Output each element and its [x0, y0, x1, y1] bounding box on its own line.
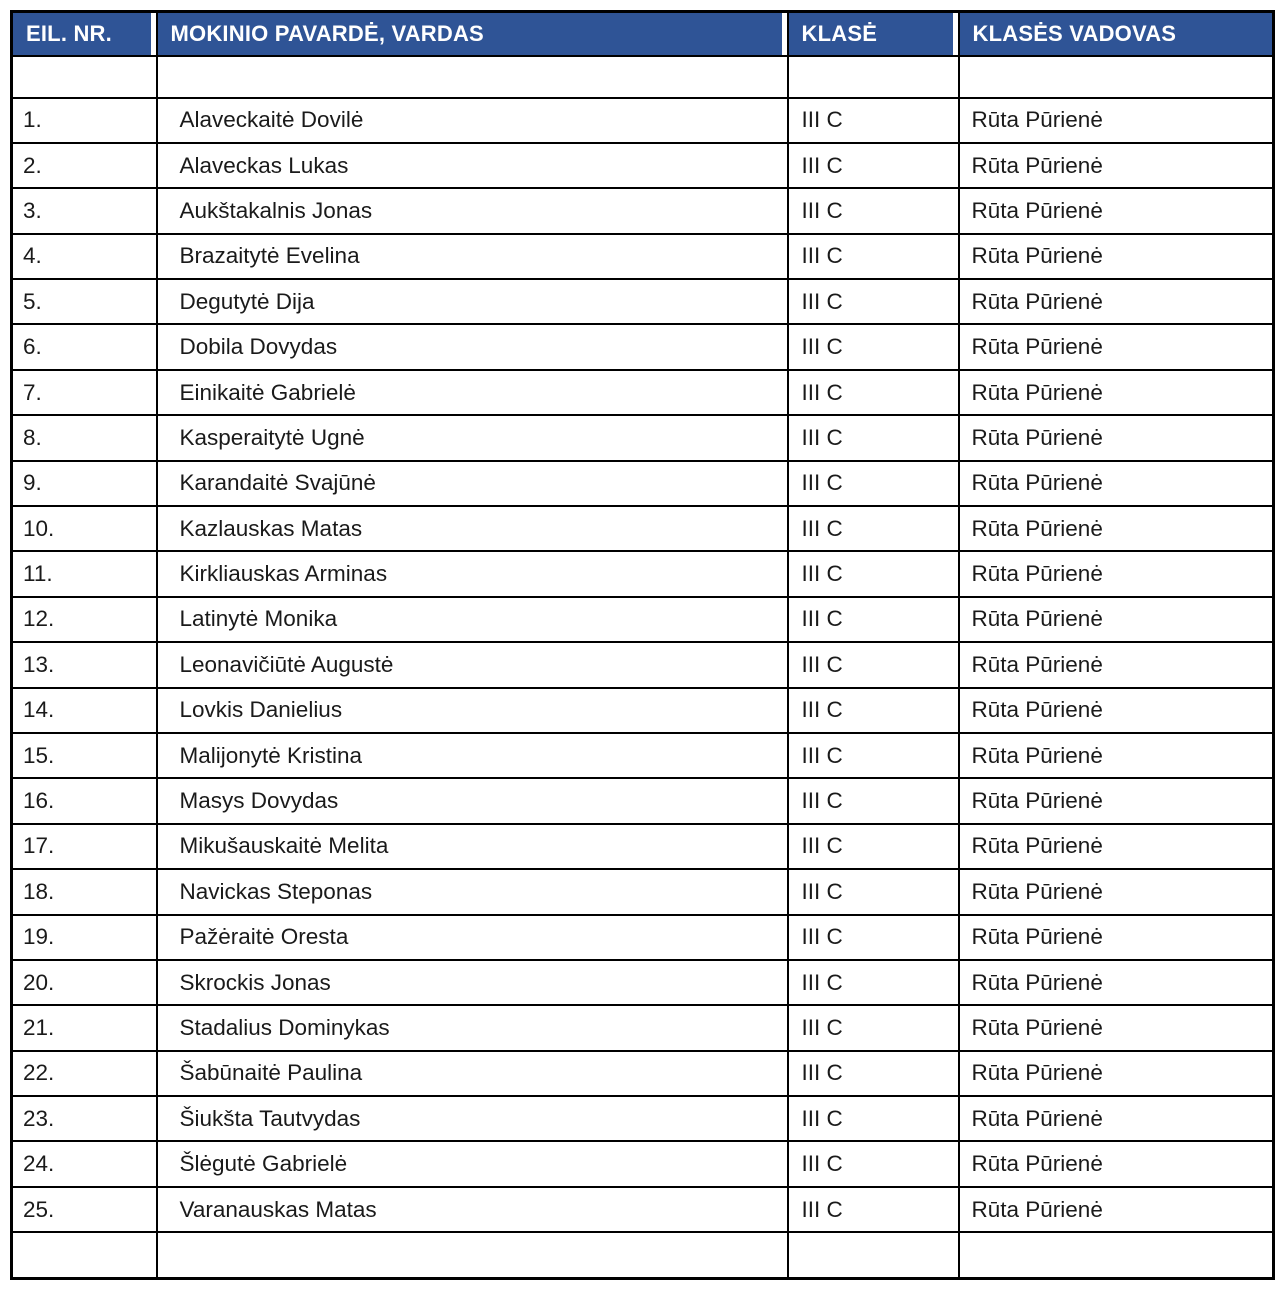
cell-klase: III C — [788, 1096, 959, 1141]
empty-cell — [157, 56, 788, 98]
cell-student-name: Masys Dovydas — [157, 778, 788, 823]
cell-klases-vadovas: Rūta Pūrienė — [959, 461, 1274, 506]
cell-eil-nr: 24. — [12, 1141, 157, 1186]
table-row — [12, 551, 1274, 596]
cell-student-name: Brazaitytė Evelina — [157, 234, 788, 279]
cell-eil-nr: 6. — [12, 324, 157, 369]
cell-klase: III C — [788, 370, 959, 415]
cell-student-name: Degutytė Dija — [157, 279, 788, 324]
table-row — [12, 597, 1274, 642]
cell-klase: III C — [788, 188, 959, 233]
table-row — [12, 506, 1274, 551]
column-header-klases-vadovas: KLASĖS VADOVAS — [959, 12, 1274, 56]
cell-klases-vadovas: Rūta Pūrienė — [959, 915, 1274, 960]
cell-student-name: Kasperaitytė Ugnė — [157, 415, 788, 460]
cell-klases-vadovas: Rūta Pūrienė — [959, 1141, 1274, 1186]
cell-eil-nr: 13. — [12, 642, 157, 687]
cell-eil-nr: 22. — [12, 1051, 157, 1096]
cell-klase: III C — [788, 234, 959, 279]
cell-student-name: Malijonytė Kristina — [157, 733, 788, 778]
empty-cell — [157, 1232, 788, 1278]
cell-student-name: Šabūnaitė Paulina — [157, 1051, 788, 1096]
cell-klases-vadovas: Rūta Pūrienė — [959, 1005, 1274, 1050]
cell-eil-nr: 21. — [12, 1005, 157, 1050]
cell-klases-vadovas: Rūta Pūrienė — [959, 1187, 1274, 1232]
cell-klase: III C — [788, 824, 959, 869]
cell-student-name: Einikaitė Gabrielė — [157, 370, 788, 415]
cell-student-name: Alaveckas Lukas — [157, 143, 788, 188]
cell-klases-vadovas: Rūta Pūrienė — [959, 824, 1274, 869]
cell-eil-nr: 3. — [12, 188, 157, 233]
cell-eil-nr: 9. — [12, 461, 157, 506]
column-header-klase: KLASĖ — [788, 12, 959, 56]
cell-klases-vadovas: Rūta Pūrienė — [959, 597, 1274, 642]
students-table — [10, 10, 1275, 1280]
cell-klases-vadovas: Rūta Pūrienė — [959, 1096, 1274, 1141]
cell-klases-vadovas: Rūta Pūrienė — [959, 234, 1274, 279]
table-row — [12, 415, 1274, 460]
cell-student-name: Karandaitė Svajūnė — [157, 461, 788, 506]
cell-klases-vadovas: Rūta Pūrienė — [959, 642, 1274, 687]
table-row — [12, 98, 1274, 143]
cell-student-name: Dobila Dovydas — [157, 324, 788, 369]
cell-klase: III C — [788, 1141, 959, 1186]
cell-klases-vadovas: Rūta Pūrienė — [959, 415, 1274, 460]
cell-eil-nr: 23. — [12, 1096, 157, 1141]
empty-cell — [12, 1232, 157, 1278]
cell-student-name: Pažėraitė Oresta — [157, 915, 788, 960]
table-row — [12, 324, 1274, 369]
empty-cell — [788, 56, 959, 98]
cell-eil-nr: 11. — [12, 551, 157, 596]
cell-klase: III C — [788, 98, 959, 143]
table-row — [12, 869, 1274, 914]
table-row — [12, 461, 1274, 506]
column-header-mokinio-pavarde-vardas: MOKINIO PAVARDĖ, VARDAS — [157, 12, 788, 56]
table-row — [12, 733, 1274, 778]
table-row — [12, 960, 1274, 1005]
cell-student-name: Mikušauskaitė Melita — [157, 824, 788, 869]
cell-klase: III C — [788, 551, 959, 596]
cell-klases-vadovas: Rūta Pūrienė — [959, 98, 1274, 143]
cell-klase: III C — [788, 461, 959, 506]
cell-eil-nr: 14. — [12, 688, 157, 733]
cell-klase: III C — [788, 733, 959, 778]
cell-eil-nr: 16. — [12, 778, 157, 823]
cell-klases-vadovas: Rūta Pūrienė — [959, 688, 1274, 733]
table-row — [12, 234, 1274, 279]
cell-student-name: Varanauskas Matas — [157, 1187, 788, 1232]
cell-klases-vadovas: Rūta Pūrienė — [959, 869, 1274, 914]
cell-student-name: Aukštakalnis Jonas — [157, 188, 788, 233]
cell-klase: III C — [788, 642, 959, 687]
table-row — [12, 824, 1274, 869]
cell-klases-vadovas: Rūta Pūrienė — [959, 506, 1274, 551]
cell-eil-nr: 2. — [12, 143, 157, 188]
cell-student-name: Skrockis Jonas — [157, 960, 788, 1005]
table-row — [12, 1005, 1274, 1050]
cell-klases-vadovas: Rūta Pūrienė — [959, 551, 1274, 596]
cell-klase: III C — [788, 960, 959, 1005]
cell-klase: III C — [788, 778, 959, 823]
cell-eil-nr: 20. — [12, 960, 157, 1005]
table-row — [12, 279, 1274, 324]
cell-eil-nr: 10. — [12, 506, 157, 551]
cell-klases-vadovas: Rūta Pūrienė — [959, 778, 1274, 823]
cell-klase: III C — [788, 1005, 959, 1050]
cell-student-name: Šiukšta Tautvydas — [157, 1096, 788, 1141]
cell-klase: III C — [788, 688, 959, 733]
table-row — [12, 1187, 1274, 1232]
cell-eil-nr: 12. — [12, 597, 157, 642]
cell-eil-nr: 19. — [12, 915, 157, 960]
cell-eil-nr: 15. — [12, 733, 157, 778]
table-row — [12, 188, 1274, 233]
empty-cell — [788, 1232, 959, 1278]
cell-student-name: Alaveckaitė Dovilė — [157, 98, 788, 143]
cell-klase: III C — [788, 143, 959, 188]
cell-klase: III C — [788, 1051, 959, 1096]
cell-student-name: Kirkliauskas Arminas — [157, 551, 788, 596]
cell-klase: III C — [788, 1187, 959, 1232]
table-body — [12, 56, 1274, 1279]
cell-klases-vadovas: Rūta Pūrienė — [959, 188, 1274, 233]
empty-cell — [959, 56, 1274, 98]
cell-klase: III C — [788, 415, 959, 460]
table-row — [12, 778, 1274, 823]
cell-klase: III C — [788, 279, 959, 324]
cell-student-name: Leonavičiūtė Augustė — [157, 642, 788, 687]
cell-klase: III C — [788, 869, 959, 914]
cell-student-name: Latinytė Monika — [157, 597, 788, 642]
cell-eil-nr: 18. — [12, 869, 157, 914]
header-row — [12, 12, 1274, 56]
cell-klases-vadovas: Rūta Pūrienė — [959, 143, 1274, 188]
cell-klases-vadovas: Rūta Pūrienė — [959, 324, 1274, 369]
cell-klases-vadovas: Rūta Pūrienė — [959, 370, 1274, 415]
cell-klases-vadovas: Rūta Pūrienė — [959, 279, 1274, 324]
table-row — [12, 143, 1274, 188]
empty-cell — [959, 1232, 1274, 1278]
empty-spacer-row-bottom — [12, 1232, 1274, 1278]
cell-klase: III C — [788, 915, 959, 960]
empty-spacer-row-top — [12, 56, 1274, 98]
table-row — [12, 688, 1274, 733]
cell-klase: III C — [788, 506, 959, 551]
table-row — [12, 370, 1274, 415]
cell-eil-nr: 1. — [12, 98, 157, 143]
cell-student-name: Navickas Steponas — [157, 869, 788, 914]
table-row — [12, 1141, 1274, 1186]
cell-klases-vadovas: Rūta Pūrienė — [959, 733, 1274, 778]
cell-eil-nr: 7. — [12, 370, 157, 415]
cell-student-name: Šlėgutė Gabrielė — [157, 1141, 788, 1186]
cell-eil-nr: 25. — [12, 1187, 157, 1232]
cell-klases-vadovas: Rūta Pūrienė — [959, 1051, 1274, 1096]
cell-eil-nr: 8. — [12, 415, 157, 460]
cell-eil-nr: 5. — [12, 279, 157, 324]
cell-klase: III C — [788, 597, 959, 642]
cell-eil-nr: 4. — [12, 234, 157, 279]
cell-klase: III C — [788, 324, 959, 369]
cell-student-name: Stadalius Dominykas — [157, 1005, 788, 1050]
empty-cell — [12, 56, 157, 98]
cell-klases-vadovas: Rūta Pūrienė — [959, 960, 1274, 1005]
table-row — [12, 642, 1274, 687]
column-header-eil-nr: EIL. NR. — [12, 12, 157, 56]
table-row — [12, 915, 1274, 960]
table-row — [12, 1096, 1274, 1141]
cell-student-name: Kazlauskas Matas — [157, 506, 788, 551]
cell-student-name: Lovkis Danielius — [157, 688, 788, 733]
table-row — [12, 1051, 1274, 1096]
table-header — [12, 12, 1274, 56]
cell-eil-nr: 17. — [12, 824, 157, 869]
